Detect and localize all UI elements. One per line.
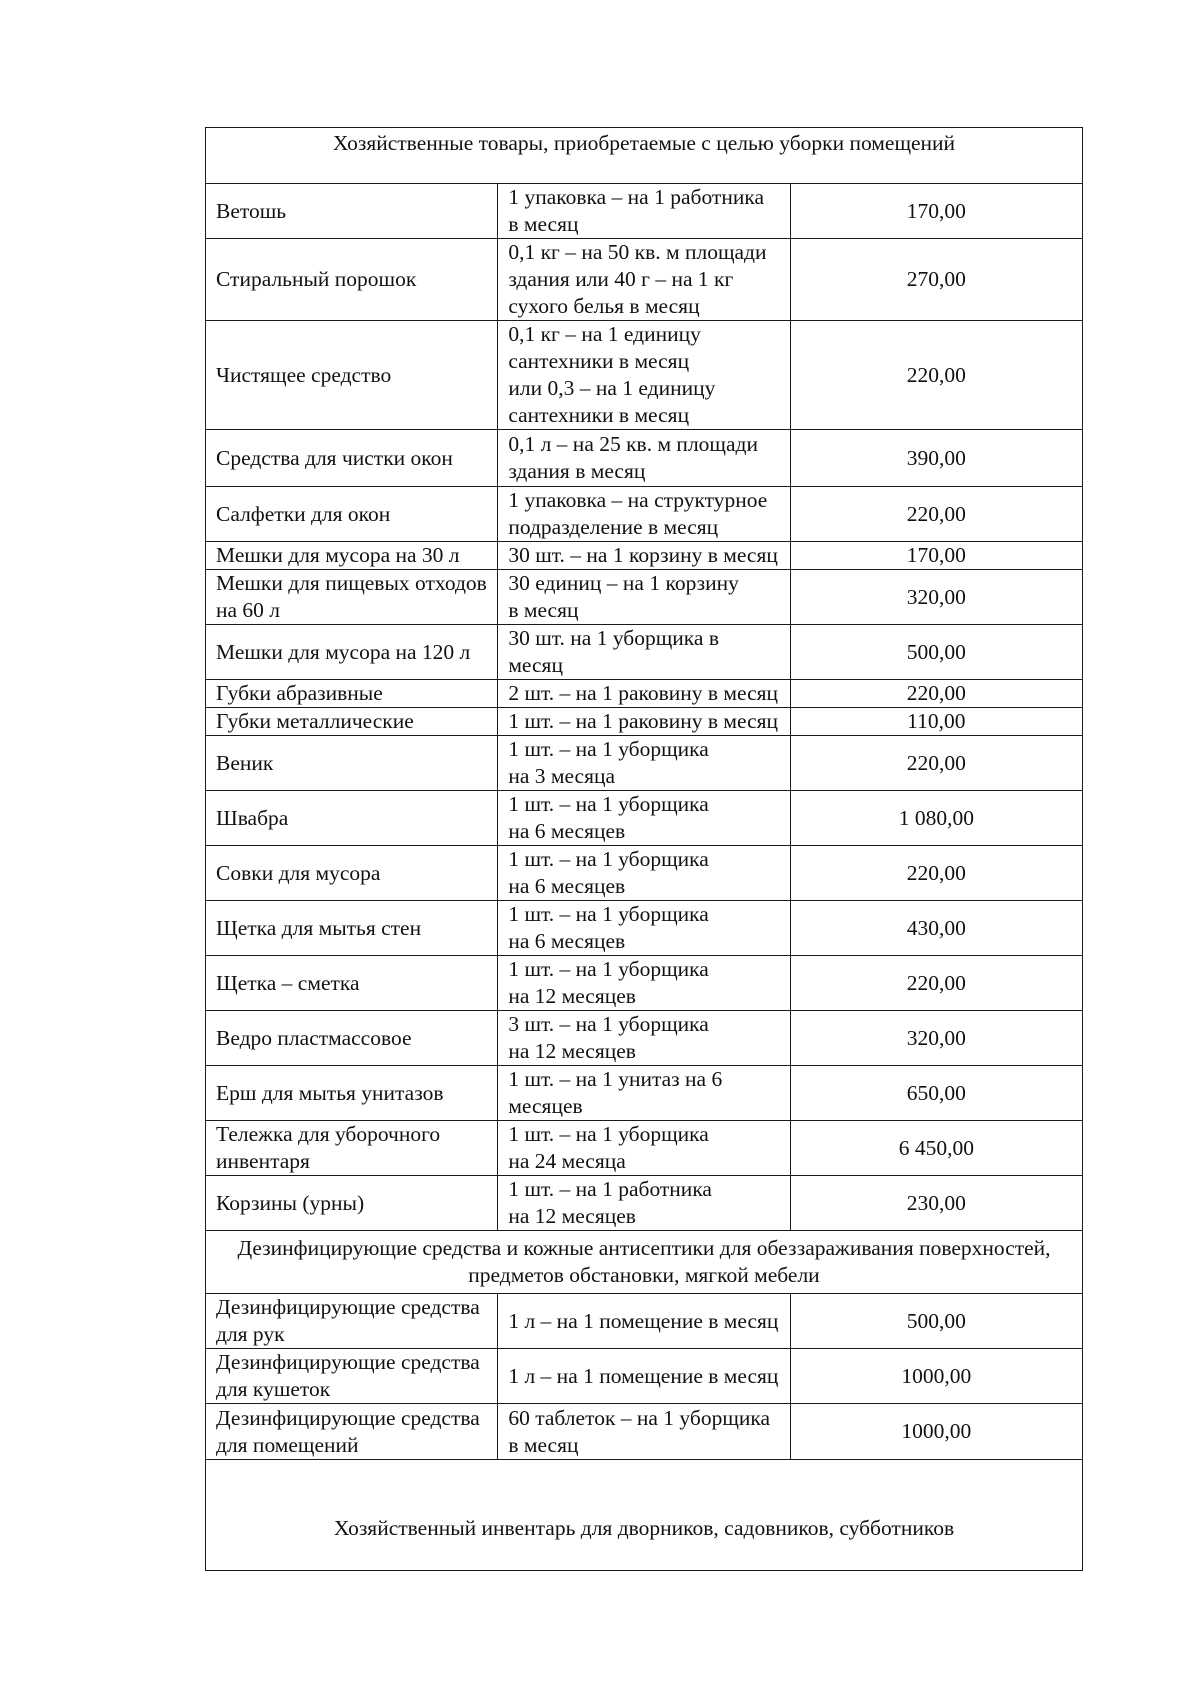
price-cell: 650,00 <box>790 1066 1082 1121</box>
norm-cell: 0,1 кг – на 1 единицу сантехники в месяц или 0,3 – на 1 единицу сантехники в месяц <box>498 321 790 430</box>
item-name-cell: Дезинфицирующие средства для помещений <box>206 1404 498 1460</box>
item-name-cell: Губки абразивные <box>206 680 498 708</box>
norm-cell: 60 таблеток – на 1 уборщика в месяц <box>498 1404 790 1460</box>
norm-cell: 1 шт. – на 1 уборщика на 6 месяцев <box>498 901 790 956</box>
table-row <box>206 1349 1083 1404</box>
table-row <box>206 956 1083 1011</box>
item-name-cell: Дезинфицирующие средства для кушеток <box>206 1349 498 1404</box>
norm-cell: 1 упаковка – на 1 работника в месяц <box>498 184 790 239</box>
section-header-row <box>206 128 1083 184</box>
item-name-cell: Чистящее средство <box>206 321 498 430</box>
table-row <box>206 901 1083 956</box>
norm-cell: 30 шт. – на 1 корзину в месяц <box>498 542 790 570</box>
price-cell: 320,00 <box>790 1011 1082 1066</box>
table-row <box>206 846 1083 901</box>
price-cell: 170,00 <box>790 184 1082 239</box>
table-row <box>206 321 1083 430</box>
norms-table <box>205 127 1083 1571</box>
table-row <box>206 239 1083 321</box>
section-header-row <box>206 1460 1083 1571</box>
price-cell: 220,00 <box>790 487 1082 542</box>
item-name-cell: Дезинфицирующие средства для рук <box>206 1294 498 1349</box>
price-cell: 320,00 <box>790 570 1082 625</box>
table-row <box>206 680 1083 708</box>
item-name-cell: Тележка для уборочного инвентаря <box>206 1121 498 1176</box>
norm-cell: 1 упаковка – на структурное подразделение в месяц <box>498 487 790 542</box>
norm-cell: 1 шт. – на 1 уборщика на 12 месяцев <box>498 956 790 1011</box>
item-name-cell: Щетка для мытья стен <box>206 901 498 956</box>
price-cell: 1000,00 <box>790 1404 1082 1460</box>
table-row <box>206 625 1083 680</box>
table-row <box>206 736 1083 791</box>
item-name-cell: Мешки для мусора на 30 л <box>206 542 498 570</box>
item-name-cell: Мешки для мусора на 120 л <box>206 625 498 680</box>
norm-cell: 1 л – на 1 помещение в месяц <box>498 1294 790 1349</box>
section-title: Хозяйственные товары, приобретаемые с целью уборки помещений <box>206 128 1083 184</box>
norm-cell: 1 шт. – на 1 уборщика на 6 месяцев <box>498 791 790 846</box>
norm-cell: 1 шт. – на 1 унитаз на 6 месяцев <box>498 1066 790 1121</box>
price-cell: 220,00 <box>790 736 1082 791</box>
table-row <box>206 1404 1083 1460</box>
item-name-cell: Веник <box>206 736 498 791</box>
item-name-cell: Корзины (урны) <box>206 1176 498 1231</box>
norm-cell: 30 единиц – на 1 корзину в месяц <box>498 570 790 625</box>
price-cell: 220,00 <box>790 321 1082 430</box>
section-title: Хозяйственный инвентарь для дворников, садовников, субботников <box>206 1460 1083 1571</box>
section-header-row <box>206 1231 1083 1294</box>
price-cell: 500,00 <box>790 1294 1082 1349</box>
norm-cell: 3 шт. – на 1 уборщика на 12 месяцев <box>498 1011 790 1066</box>
norms-table-body <box>206 128 1083 1571</box>
norm-cell: 0,1 л – на 25 кв. м площади здания в месяц <box>498 430 790 487</box>
table-row <box>206 184 1083 239</box>
item-name-cell: Мешки для пищевых отходов на 60 л <box>206 570 498 625</box>
table-row <box>206 791 1083 846</box>
price-cell: 500,00 <box>790 625 1082 680</box>
item-name-cell: Щетка – сметка <box>206 956 498 1011</box>
item-name-cell: Ведро пластмассовое <box>206 1011 498 1066</box>
price-cell: 1 080,00 <box>790 791 1082 846</box>
norm-cell: 1 шт. – на 1 раковину в месяц <box>498 708 790 736</box>
norm-cell: 30 шт. на 1 уборщика в месяц <box>498 625 790 680</box>
price-cell: 220,00 <box>790 680 1082 708</box>
item-name-cell: Совки для мусора <box>206 846 498 901</box>
norm-cell: 2 шт. – на 1 раковину в месяц <box>498 680 790 708</box>
table-row <box>206 570 1083 625</box>
table-row <box>206 487 1083 542</box>
price-cell: 230,00 <box>790 1176 1082 1231</box>
norm-cell: 1 шт. – на 1 работника на 12 месяцев <box>498 1176 790 1231</box>
table-row <box>206 1011 1083 1066</box>
item-name-cell: Стиральный порошок <box>206 239 498 321</box>
price-cell: 270,00 <box>790 239 1082 321</box>
price-cell: 170,00 <box>790 542 1082 570</box>
item-name-cell: Ветошь <box>206 184 498 239</box>
table-row <box>206 1066 1083 1121</box>
item-name-cell: Ерш для мытья унитазов <box>206 1066 498 1121</box>
price-cell: 1000,00 <box>790 1349 1082 1404</box>
norm-cell: 1 л – на 1 помещение в месяц <box>498 1349 790 1404</box>
table-row <box>206 1294 1083 1349</box>
table-row <box>206 1176 1083 1231</box>
price-cell: 430,00 <box>790 901 1082 956</box>
price-cell: 220,00 <box>790 956 1082 1011</box>
norm-cell: 0,1 кг – на 50 кв. м площади здания или 40 г – на 1 кг сухого белья в месяц <box>498 239 790 321</box>
price-cell: 390,00 <box>790 430 1082 487</box>
price-cell: 6 450,00 <box>790 1121 1082 1176</box>
table-row <box>206 430 1083 487</box>
section-title: Дезинфицирующие средства и кожные антисептики для обеззараживания поверхностей, предметов обстановки, мягкой мебели <box>206 1231 1083 1294</box>
item-name-cell: Губки металлические <box>206 708 498 736</box>
item-name-cell: Салфетки для окон <box>206 487 498 542</box>
norm-cell: 1 шт. – на 1 уборщика на 24 месяца <box>498 1121 790 1176</box>
table-row <box>206 542 1083 570</box>
table-row <box>206 708 1083 736</box>
price-cell: 110,00 <box>790 708 1082 736</box>
item-name-cell: Швабра <box>206 791 498 846</box>
norm-cell: 1 шт. – на 1 уборщика на 6 месяцев <box>498 846 790 901</box>
table-row <box>206 1121 1083 1176</box>
norm-cell: 1 шт. – на 1 уборщика на 3 месяца <box>498 736 790 791</box>
item-name-cell: Средства для чистки окон <box>206 430 498 487</box>
price-cell: 220,00 <box>790 846 1082 901</box>
